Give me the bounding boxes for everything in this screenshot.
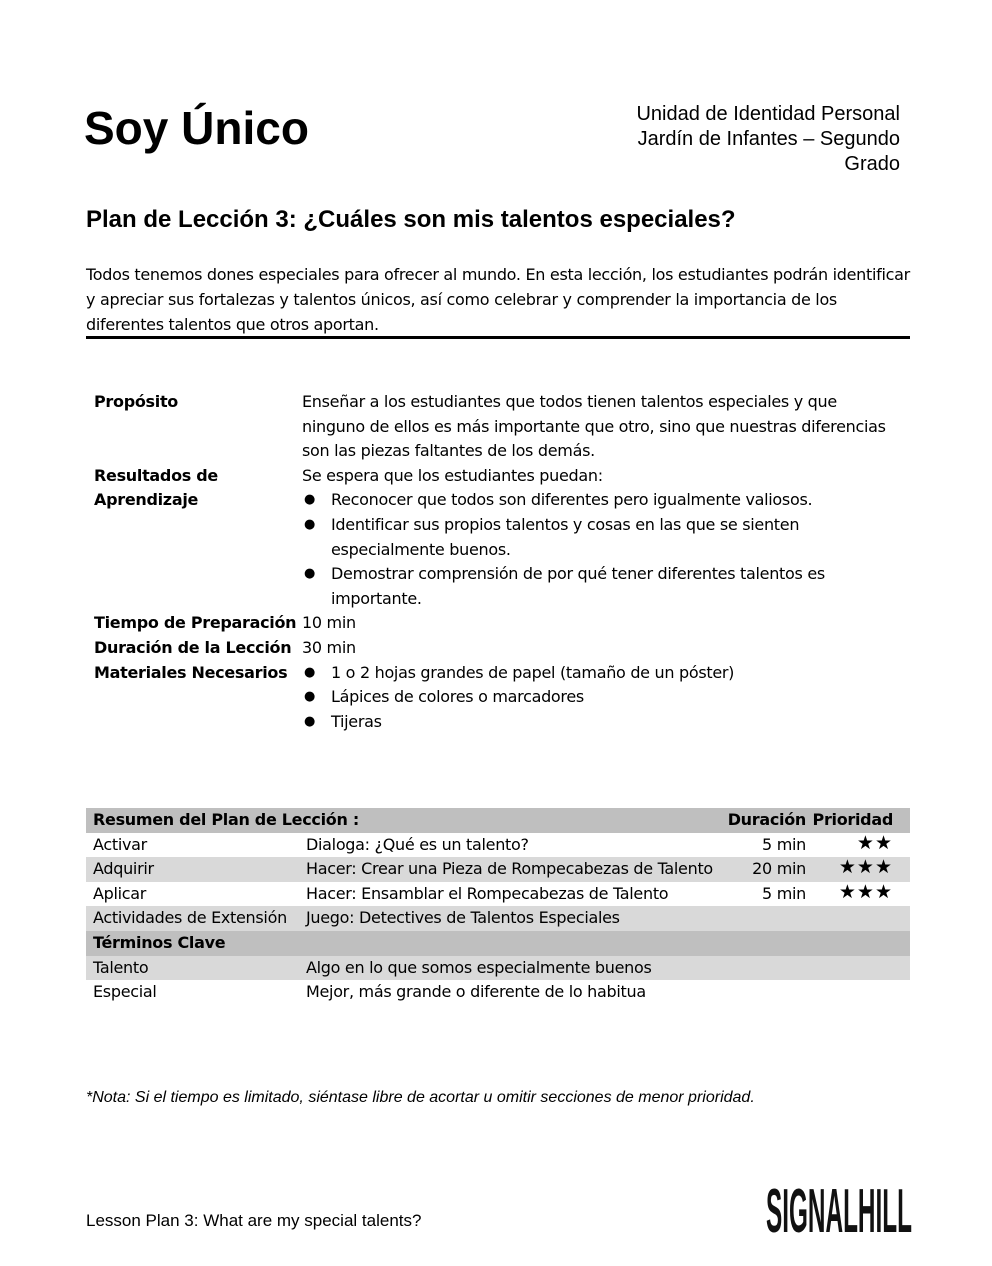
lesson-summary-table — [86, 808, 910, 1005]
logo-wordmark: SIGNALHILL — [766, 1184, 912, 1238]
purpose-row — [94, 390, 894, 464]
priority-column-header: Prioridad — [812, 810, 893, 829]
table-row — [86, 857, 910, 882]
purpose-label: Propósito — [94, 392, 179, 411]
duration-cell: 20 min — [752, 859, 806, 879]
duration-cell — [726, 906, 806, 931]
phase-cell: Activar — [93, 834, 147, 854]
materials-list — [302, 661, 894, 735]
term-cell: Talento — [93, 957, 149, 977]
unit-line: Jardín de Infantes – Segundo — [637, 128, 900, 150]
signalhill-logo — [766, 1184, 912, 1238]
list-item: ● 1 o 2 hojas grandes de papel (tamaño de un póster) — [302, 661, 894, 686]
priority-stars-icon: ★★★ — [838, 880, 893, 903]
table-row — [86, 833, 910, 858]
summary-header-row — [86, 808, 910, 833]
priority-stars-icon — [806, 906, 903, 931]
definition-cell: Algo en lo que somos especialmente buenos — [306, 957, 652, 977]
prep-label: Tiempo de Preparación — [94, 613, 297, 633]
activity-cell: Dialoga: ¿Qué es un talento? — [306, 834, 529, 854]
materials-label: Materiales Necesarios — [94, 662, 288, 682]
lesson-heading: Plan de Lección 3: ¿Cuáles son mis talentos especiales? — [86, 206, 736, 233]
lesson-details — [94, 390, 894, 734]
list-item: ● Identificar sus propios talentos y cosas en las que se sienten especialmente buenos. — [302, 513, 894, 562]
priority-stars-icon: ★★★ — [838, 856, 893, 879]
outcomes-row — [94, 464, 894, 612]
list-item: ● Lápices de colores o marcadores — [302, 685, 894, 710]
outcomes-list — [302, 488, 894, 611]
list-item: ● Demostrar comprensión de por qué tener diferentes talentos es importante. — [302, 562, 894, 611]
table-row — [86, 882, 910, 907]
materials-row — [94, 661, 894, 735]
definition-cell: Mejor, más grande o diferente de lo habitua — [306, 982, 646, 1002]
unit-grade-info — [580, 102, 900, 177]
page-title: Soy Único — [84, 102, 309, 154]
prep-value: 10 min — [302, 613, 356, 633]
priority-note: *Nota: Si el tiempo es limitado, siéntase libre de acortar u omitir secciones de menor prioridad. — [86, 1089, 755, 1106]
outcomes-label: Resultados de Aprendizaje — [94, 465, 218, 510]
unit-line: Grado — [844, 153, 900, 175]
phase-cell: Actividades de Extensión — [93, 908, 287, 928]
lesson-intro: Todos tenemos dones especiales para ofrecer al mundo. En esta lección, los estudiantes podrán identificar y apreciar sus fortalezas y talentos únicos, así como celebrar y comprender la importancia de los diferentes talentos que otros aportan. — [86, 265, 910, 334]
prep-row — [94, 611, 894, 636]
purpose-text: Enseñar a los estudiantes que todos tienen talentos especiales y que ninguno de ellos es más importante que otro, sino que nuestras diferencias son las piezas faltantes de los demás. — [302, 392, 886, 461]
duration-row — [94, 636, 894, 661]
duration-cell: 5 min — [762, 883, 806, 903]
list-item: ● Reconocer que todos son diferentes pero igualmente valiosos. — [302, 488, 894, 513]
list-item: ● Tijeras — [302, 710, 894, 735]
phase-cell: Adquirir — [93, 859, 154, 879]
unit-line: Unidad de Identidad Personal — [636, 103, 900, 125]
footer-lesson-title: Lesson Plan 3: What are my special talents? — [86, 1211, 422, 1230]
activity-cell: Hacer: Ensamblar el Rompecabezas de Talento — [306, 883, 669, 903]
duration-column-header: Duración — [727, 810, 806, 829]
activity-cell: Hacer: Crear una Pieza de Rompecabezas de Talento — [306, 859, 713, 879]
priority-stars-icon: ★★ — [856, 831, 893, 854]
key-terms-header: Términos Clave — [93, 932, 226, 952]
table-row — [86, 980, 910, 1005]
section-divider — [86, 336, 910, 339]
duration-cell: 5 min — [762, 834, 806, 854]
duration-label: Duración de la Lección — [94, 637, 292, 657]
duration-value: 30 min — [302, 637, 356, 657]
activity-cell: Juego: Detectives de Talentos Especiales — [306, 908, 620, 928]
key-terms-header-row — [86, 931, 910, 956]
table-row — [86, 906, 910, 931]
term-cell: Especial — [93, 982, 157, 1002]
table-row — [86, 956, 910, 981]
outcomes-intro: Se espera que los estudiantes puedan: — [302, 465, 603, 485]
summary-header-label: Resumen del Plan de Lección : — [93, 810, 359, 829]
phase-cell: Aplicar — [93, 883, 147, 903]
